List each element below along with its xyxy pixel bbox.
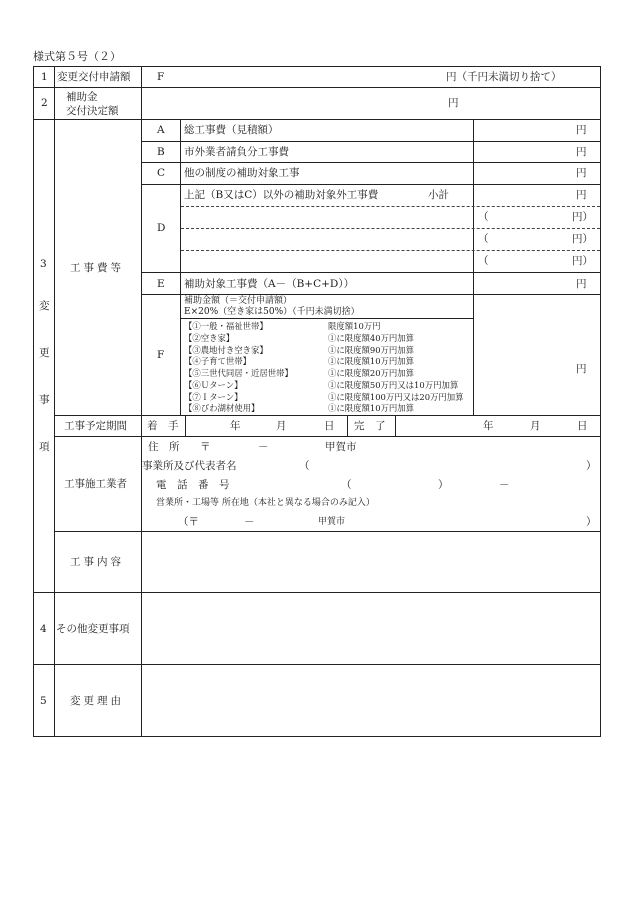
phone-area-field[interactable] — [270, 477, 340, 493]
letter-b: B — [157, 146, 165, 158]
start-year-label: 年 — [230, 420, 241, 432]
grant-decision-amount-field[interactable] — [145, 90, 445, 116]
grant-decision-unit: 円 — [448, 97, 459, 109]
office-representative-label: 事業所及び代表者名 — [142, 460, 237, 472]
end-day-label: 日 — [577, 420, 588, 432]
city-label: 甲賀市 — [325, 441, 357, 453]
unit-c: 円 — [576, 167, 587, 179]
category-limit: ①に限度額10万円加算 — [328, 356, 415, 366]
end-month-field[interactable] — [497, 417, 527, 434]
other-program-work-field[interactable] — [476, 164, 574, 182]
vertical-label-2: 更 — [39, 347, 50, 359]
application-amount-prefix: F — [157, 71, 165, 83]
contractor-label: 工事施工業者 — [64, 478, 127, 490]
branch-postal-first-field[interactable] — [206, 514, 240, 529]
category-limit: ①に限度額40万円加算 — [328, 333, 415, 343]
start-day-label: 日 — [324, 420, 335, 432]
office-close-paren: ） — [586, 460, 597, 472]
construction-cost-label: 工事費等 — [70, 262, 124, 274]
category-limit: ①に限度額50万円又は10万円加算 — [328, 380, 459, 390]
schedule-label: 工事予定期間 — [64, 420, 127, 432]
letter-f: F — [157, 349, 165, 361]
row-number-5: 5 — [40, 695, 47, 707]
start-month-field[interactable] — [244, 417, 274, 434]
postal-code-second-field[interactable] — [272, 439, 322, 455]
non-eligible-subtotal-field[interactable] — [476, 186, 574, 204]
total-construction-cost-label: 総工事費（見積額） — [184, 124, 279, 136]
end-day-field[interactable] — [544, 417, 574, 434]
category-limit: ①に限度額10万円加算 — [328, 403, 415, 413]
other-program-work-label: 他の制度の補助対象工事 — [184, 167, 300, 179]
category-limit: ①に限度額20万円加算 — [328, 368, 415, 378]
vertical-label-1: 変 — [39, 300, 50, 312]
outside-contractor-cost-field[interactable] — [476, 143, 574, 161]
branch-address-field[interactable] — [352, 514, 582, 529]
sub-row-close: 円） — [572, 211, 593, 223]
unit-e: 円 — [576, 278, 587, 290]
contractor-address-field[interactable] — [364, 439, 594, 455]
non-eligible-item-amount-field[interactable] — [492, 230, 570, 248]
grant-label-line1: 補助金 — [66, 91, 98, 103]
eligible-work-cost-label: 補助対象工事費（A－（B+C+D）） — [184, 278, 355, 290]
branch-postal-open: （〒 — [178, 516, 199, 528]
non-eligible-item-amount-field[interactable] — [492, 252, 570, 270]
category-name: 【⑦Ｉターン】 — [184, 392, 243, 402]
form-title: 様式第５号（２） — [33, 50, 121, 63]
change-reason-label: 変更理由 — [70, 695, 124, 707]
change-reason-field[interactable] — [145, 667, 597, 733]
row-number-2: 2 — [41, 97, 48, 109]
vertical-label-4: 項 — [39, 441, 50, 453]
category-name: 【⑥Ｕターン】 — [184, 380, 243, 390]
category-name: 【②空き家】 — [184, 333, 235, 343]
non-eligible-work-label: 上記（B又はC）以外の補助対象外工事費 — [184, 189, 379, 201]
row-number-1: 1 — [41, 71, 48, 83]
row-number-3: 3 — [40, 258, 47, 270]
non-eligible-item-field[interactable] — [183, 208, 471, 226]
phone-dash: － — [499, 479, 510, 491]
branch-location-note: 営業所・工場等 所在地（本社と異なる場合のみ記入） — [156, 498, 375, 508]
phone-exchange-field[interactable] — [356, 477, 436, 493]
branch-close-paren: ） — [586, 516, 597, 528]
end-year-label: 年 — [483, 420, 494, 432]
branch-city-label: 甲賀市 — [318, 517, 346, 527]
letter-c: C — [157, 167, 166, 179]
category-limit: ①に限度額90万円加算 — [328, 345, 415, 355]
category-name: 【⑤三世代同居・近居世帯】 — [184, 368, 293, 378]
sub-row-close: 円） — [572, 233, 593, 245]
phone-label: 電 話 番 号 — [156, 479, 230, 491]
outside-contractor-cost-label: 市外業者請負分工事費 — [184, 146, 289, 158]
letter-e: E — [157, 278, 165, 290]
postal-dash: － — [258, 441, 269, 453]
work-content-field[interactable] — [145, 534, 597, 589]
category-name: 【③農地付き空き家】 — [184, 345, 268, 355]
work-content-label: 工事内容 — [70, 556, 124, 568]
office-representative-field[interactable] — [312, 458, 582, 474]
unit-f: 円 — [576, 363, 587, 375]
category-limit: ①に限度額100万円又は20万円加算 — [328, 392, 464, 402]
grant-amount-line1: 補助金額（＝交付申請額） — [184, 296, 293, 306]
category-name: 【④子育て世帯】 — [184, 356, 251, 366]
sub-row-open: （ — [478, 211, 489, 223]
start-day-field[interactable] — [290, 417, 320, 434]
end-month-label: 月 — [530, 420, 541, 432]
end-label: 完 了 — [354, 420, 386, 432]
unit-a: 円 — [576, 124, 587, 136]
postal-mark: 〒 — [200, 441, 211, 453]
category-name: 【⑧びわ湖材使用】 — [184, 403, 260, 413]
letter-d: D — [157, 222, 166, 234]
start-month-label: 月 — [276, 420, 287, 432]
other-changes-field[interactable] — [145, 595, 597, 661]
unit-d: 円 — [576, 189, 587, 201]
start-year-field[interactable] — [188, 417, 228, 434]
row-number-4: 4 — [40, 623, 47, 635]
non-eligible-subtotal-label: 小計 — [428, 189, 449, 201]
unit-b: 円 — [576, 146, 587, 158]
sub-row-open: （ — [478, 255, 489, 267]
grant-amount-line2: E×20%（空き家は50%）（千円未満切捨） — [184, 307, 360, 317]
branch-postal-second-field[interactable] — [258, 514, 312, 529]
non-eligible-item-amount-field[interactable] — [492, 208, 570, 226]
phone-number-field[interactable] — [514, 477, 584, 493]
phone-open-paren: （ — [341, 479, 352, 491]
application-amount-unit-note: 円（千円未満切り捨て） — [446, 71, 562, 83]
total-construction-cost-field[interactable] — [476, 121, 574, 139]
vertical-label-3: 事 — [39, 394, 50, 406]
grant-label-line2: 交付決定額 — [66, 105, 119, 117]
address-label: 住 所 — [148, 441, 180, 453]
change-application-amount-label: 変更交付申請額 — [57, 71, 131, 83]
non-eligible-item-field[interactable] — [183, 230, 471, 248]
phone-close-paren: ） — [438, 479, 449, 491]
non-eligible-item-field[interactable] — [183, 252, 471, 270]
sub-row-close: 円） — [572, 255, 593, 267]
change-application-amount-field[interactable] — [200, 68, 440, 85]
branch-postal-dash: － — [244, 516, 255, 528]
other-changes-label: その他変更事項 — [56, 623, 130, 635]
postal-code-first-field[interactable] — [214, 439, 254, 455]
grant-amount-field[interactable] — [476, 297, 574, 413]
category-name: 【①一般・福祉世帯】 — [184, 321, 268, 331]
category-limit: 限度額10万円 — [328, 321, 381, 331]
start-label: 着 手 — [147, 420, 179, 432]
letter-a: A — [157, 124, 165, 136]
end-year-field[interactable] — [398, 417, 480, 434]
office-open-paren: （ — [299, 460, 310, 472]
sub-row-open: （ — [478, 233, 489, 245]
eligible-work-cost-field[interactable] — [476, 275, 574, 293]
